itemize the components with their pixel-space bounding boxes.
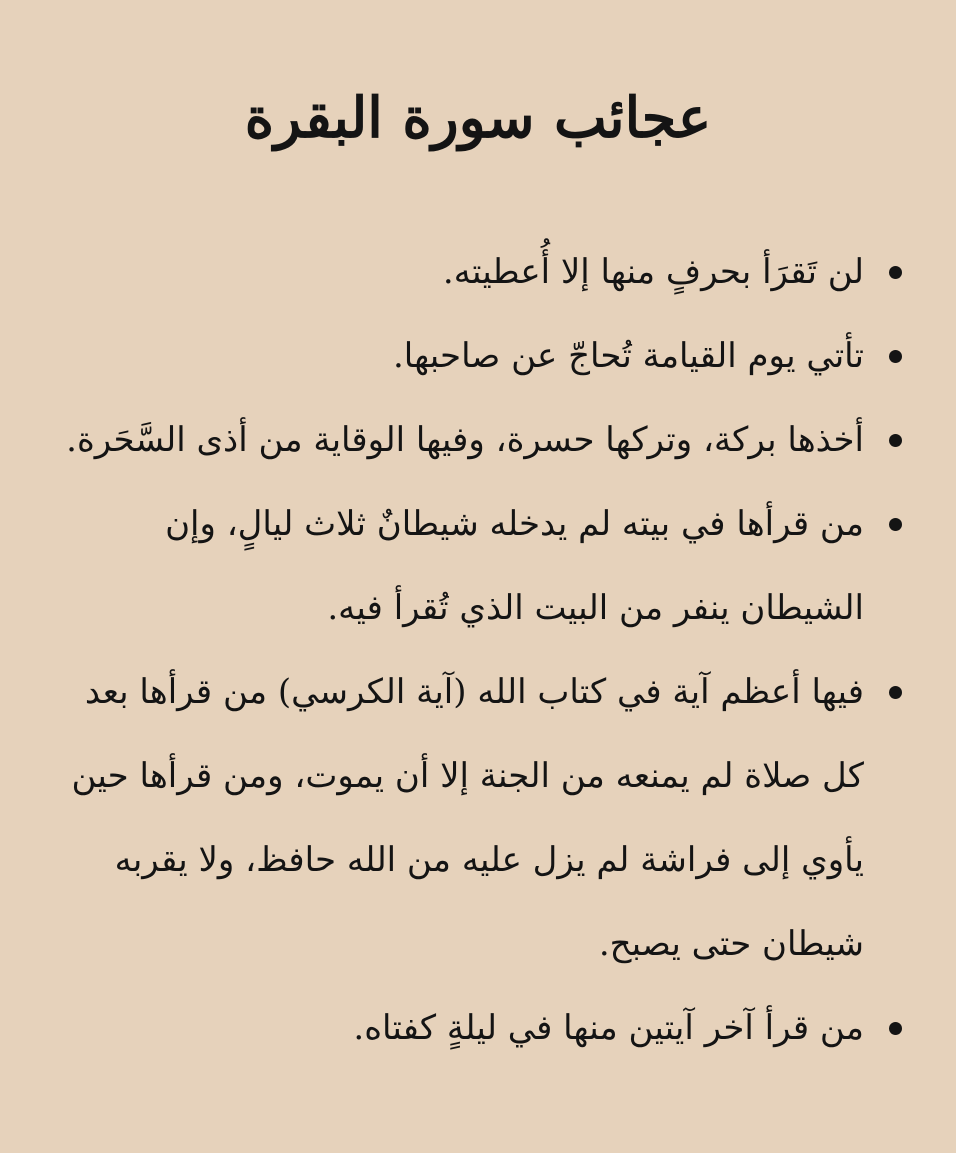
list-item — [40, 650, 906, 986]
bullet-icon — [889, 518, 902, 531]
list-item — [40, 230, 906, 314]
bullet-list — [40, 230, 906, 1070]
list-item — [40, 314, 906, 398]
bullet-icon — [889, 266, 902, 279]
list-item-text: من قرأ آخر آيتين منها في ليلةٍ كفتاه. — [353, 1008, 864, 1048]
bullet-icon — [889, 1022, 902, 1035]
list-item — [40, 482, 906, 650]
list-item-text: لن تَقرَأ بحرفٍ منها إلا أُعطيته. — [442, 252, 864, 292]
bullet-icon — [889, 434, 902, 447]
list-item — [40, 986, 906, 1070]
list-item — [40, 398, 906, 482]
bullet-icon — [889, 686, 902, 699]
bullet-icon — [889, 350, 902, 363]
page-title: عجائب سورة البقرة — [244, 85, 712, 151]
list-item-text: أخذها بركة، وتركها حسرة، وفيها الوقاية من أذى السَّحَرة. — [66, 420, 864, 460]
list-item-text: فيها أعظم آية في كتاب الله (آية الكرسي) من قرأها بعد كل صلاة لم يمنعه من الجنة إلا أن يموت، ومن قرأها حين يأوي إلى فراشة لم يزل عليه من الله حافظ، ولا يقربه شيطان حتى يصبح. — [71, 672, 864, 964]
list-item-text: تأتي يوم القيامة تُحاجّ عن صاحبها. — [392, 336, 864, 376]
list-item-text: من قرأها في بيته لم يدخله شيطانٌ ثلاث ليالٍ، وإن الشيطان ينفر من البيت الذي تُقرأ فيه. — [165, 504, 864, 628]
